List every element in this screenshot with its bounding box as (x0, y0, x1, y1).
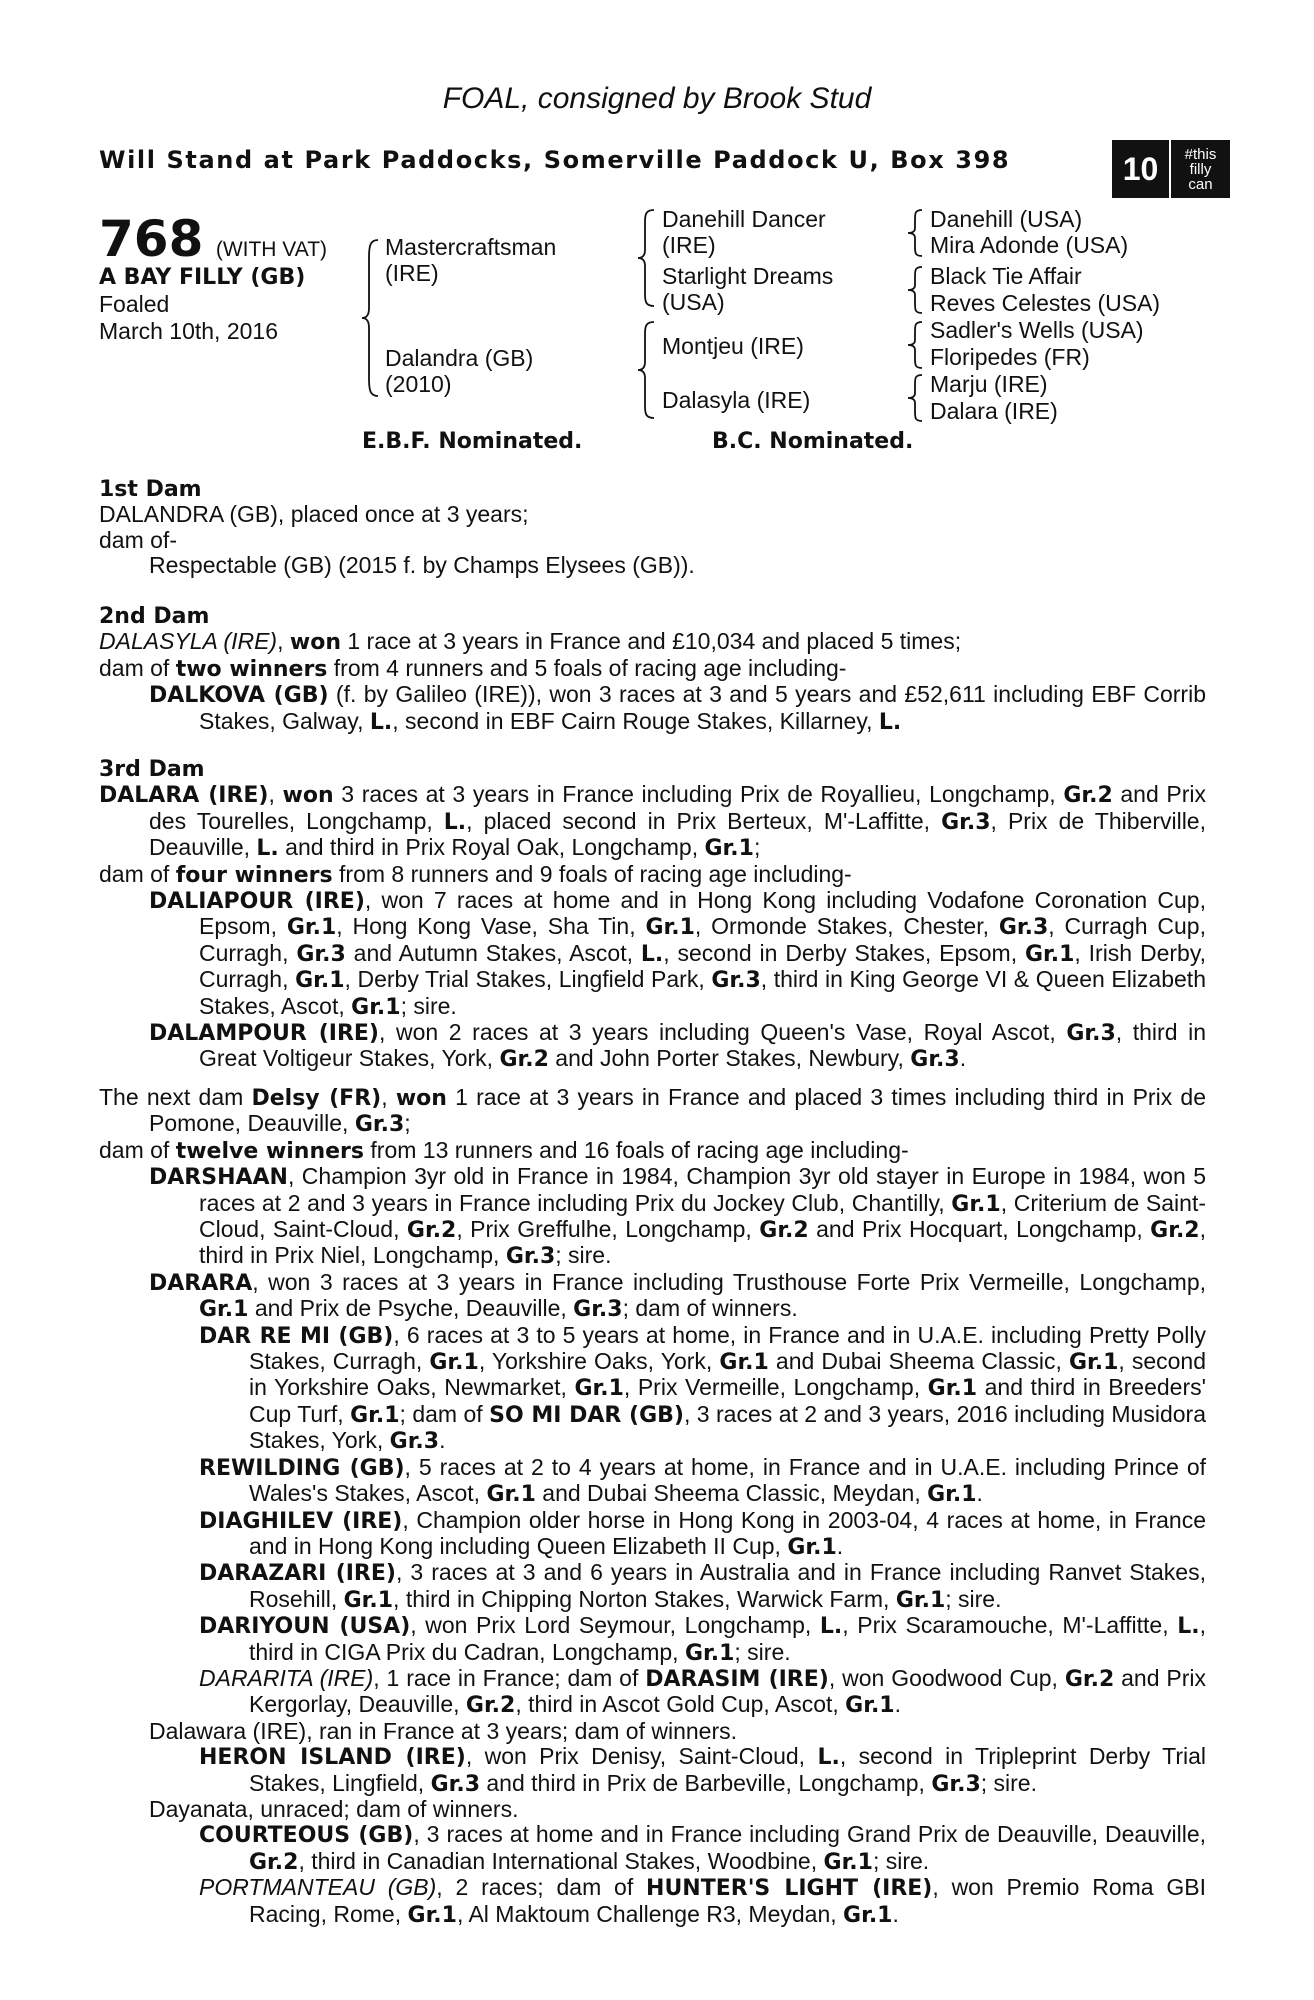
text: , won 3 races at 3 years in France including Trusthouse Forte Prix Vermeille, Longchamp, (252, 1268, 1206, 1295)
text: from 13 runners and 16 foals of racing age including- (364, 1136, 909, 1163)
text: and third in Breeders' Cup Turf, (249, 1374, 1207, 1427)
grade: Gr.2 (1063, 783, 1113, 809)
foaled-date: March 10th, 2016 (99, 318, 279, 344)
winners-count: twelve winners (175, 1138, 364, 1164)
horse-name: DARIYOUN (USA) (199, 1614, 411, 1640)
text: , second in Tripleprint Derby Trial Stakes, Lingfield, (249, 1743, 1207, 1796)
text: , second in Yorkshire Oaks, Newmarket, (249, 1348, 1207, 1401)
dam-year: (2010) (385, 371, 452, 397)
ancestor: Marju (IRE) (930, 371, 1048, 397)
text: 1 race at 3 years in France and placed 3 times including third in Prix de Pomone, Deauville, (149, 1084, 1206, 1137)
grade: Gr.1 (574, 1376, 624, 1402)
grade: Gr.1 (823, 1849, 873, 1875)
sire-sire (662, 207, 826, 258)
vat-note: (WITH VAT) (215, 238, 328, 261)
grade: L. (878, 709, 902, 735)
lot-number: 768 (99, 210, 204, 268)
grade: Gr.3 (389, 1429, 440, 1455)
grade: Gr.3 (998, 915, 1049, 941)
text: ; (753, 834, 761, 861)
text: , Yorkshire Oaks, York, (478, 1348, 720, 1375)
horse-name: REWILDING (GB) (199, 1455, 405, 1481)
grade: L. (817, 1745, 840, 1771)
grade: Gr.1 (951, 1191, 1001, 1217)
foaled-label: Foaled (99, 291, 170, 317)
grade: Gr.1 (199, 1297, 249, 1323)
pedigree-brace (906, 265, 926, 315)
grade: L. (1177, 1614, 1200, 1640)
produce-entry: Respectable (GB) (2015 f. by Champs Elysees (GB)). (149, 552, 695, 579)
sire-dam-origin: (USA) (662, 289, 725, 315)
produce-entry (99, 682, 1206, 735)
text: , 1 race in France; dam of (373, 1664, 646, 1691)
dam-name: Dalandra (GB) (385, 345, 534, 371)
grade: L. (443, 809, 467, 835)
grade: Gr.2 (759, 1218, 809, 1244)
horse-name: DARARA (149, 1270, 253, 1296)
pedigree-brace (636, 208, 658, 308)
text: , Irish Derby, Curragh, (199, 939, 1207, 993)
text: and Prix Hocquart, Longchamp, (808, 1216, 1151, 1243)
grade: Gr.1 (845, 1693, 895, 1719)
text: , won Prix Lord Seymour, Longchamp, (410, 1612, 820, 1639)
text: , placed second in Prix Berteux, M'-Laffitte, (466, 807, 942, 834)
winners-count: two winners (175, 656, 328, 682)
grade: Gr.1 (286, 915, 337, 941)
grade: Gr.1 (719, 1350, 769, 1376)
grade: Gr.1 (927, 1376, 978, 1402)
text: and Prix de Psyche, Deauville, (248, 1295, 574, 1322)
horse-name: DARAZARI (IRE) (199, 1561, 396, 1587)
sire-origin: (IRE) (385, 260, 439, 286)
text: , third in Great Voltigeur Stakes, York, (199, 1019, 1206, 1072)
text: and Prix des Tourelles, Longchamp, (149, 781, 1207, 834)
text: ; sire. (555, 1242, 612, 1269)
text: (f. by Galileo (IRE)), won 3 races at 3 and 5 years and £52,611 including EBF Corrib Stakes, Galway, (199, 681, 1206, 734)
text: , third in Canadian International Stakes, Woodbine, (298, 1847, 824, 1874)
text: . (894, 1691, 901, 1718)
produce-entry (99, 1164, 1206, 1270)
grade: Gr.1 (295, 968, 345, 994)
text: , Champion 3yr old in France in 1984, Champion 3yr old stayer in Europe in 1984, won 5 races at 2 and 3 years in France including Prix du Jockey Club, Chantilly, (199, 1163, 1206, 1216)
grade: L. (256, 836, 279, 862)
text: and John Porter Stakes, Newbury, (548, 1045, 911, 1072)
badge-line: #this (1184, 145, 1217, 163)
produce-entry (99, 1666, 1206, 1719)
horse-name: SO MI DAR (GB) (489, 1402, 684, 1428)
second-dam-section (99, 604, 1206, 735)
text: ; sire. (945, 1585, 1002, 1612)
produce-entry (99, 1613, 1206, 1666)
dam-line: DALANDRA (GB), placed once at 3 years; (99, 501, 529, 528)
ancestor: Black Tie Affair (930, 263, 1082, 289)
grade: Gr.1 (787, 1534, 837, 1560)
text: and third in Prix Royal Oak, Longchamp, (278, 834, 705, 861)
grade: Gr.1 (351, 994, 401, 1020)
dam-dam: Dalasyla (IRE) (662, 387, 811, 413)
text: ; sire. (400, 992, 457, 1019)
horse-name: HUNTER'S LIGHT (IRE) (646, 1876, 933, 1902)
text: ; (404, 1110, 411, 1137)
dam-line: DALASYLA (IRE), won 1 race at 3 years in France and £10,034 and placed 5 times; (99, 628, 962, 656)
text: , Prix Greffulhe, Longchamp, (456, 1216, 760, 1243)
section-title: 3rd Dam (99, 757, 205, 782)
ebf-nominated: E.B.F. Nominated. (362, 429, 583, 454)
produce-entry (99, 1020, 1206, 1073)
text: ; sire. (872, 1847, 930, 1874)
text: , Champion older horse in Hong Kong in 2003-04, 4 races at home, in France and in Hong Kong including Queen Elizabeth II Cup, (249, 1506, 1207, 1559)
horse-name: DALKOVA (GB) (149, 683, 329, 709)
grade: Gr.2 (1150, 1218, 1200, 1244)
text: , third in Ascot Gold Cup, Ascot, (515, 1691, 846, 1718)
grade: Gr.1 (645, 915, 695, 941)
pedigree-brace (906, 320, 926, 370)
dam-name: DALASYLA (IRE) (99, 628, 278, 655)
text: ; dam of (399, 1400, 490, 1427)
grade: Gr.1 (843, 1902, 893, 1928)
text: , Prix de Thiberville, Deauville, (149, 807, 1206, 861)
text: , Ormonde Stakes, Chester, (694, 913, 999, 940)
section-title: 1st Dam (99, 477, 202, 502)
text: and Dubai Sheema Classic, Meydan, (535, 1480, 928, 1507)
badge-text (1171, 140, 1230, 198)
grade: Gr.1 (429, 1350, 479, 1376)
produce-entry (99, 1875, 1206, 1928)
dam-line: The next dam Delsy (FR), won 1 race at 3 years in France and placed 3 times including third in Prix de Pomone, Deauville, Gr.3; (99, 1084, 1206, 1138)
text: , Al Maktoum Challenge R3, Meydan, (456, 1900, 844, 1927)
sire-dam (662, 264, 833, 315)
sire-name: Mastercraftsman (385, 234, 557, 260)
pedigree-brace (906, 373, 926, 423)
dam-line: DALARA (IRE), won 3 races at 3 years in France including Prix de Royallieu, Longchamp, Gr.2 and Prix des Tourelles, Longchamp, L., placed second in Prix Berteux, M'-Laffitte, Gr.3, Prix de Thiberville, Deauville, L. and third in Prix Royal Oak, Longchamp, Gr.1; (99, 781, 1207, 862)
text: and Prix Kergorlay, Deauville, (249, 1664, 1207, 1718)
dam-of-line (99, 1138, 1206, 1164)
text: , 5 races at 2 to 4 years at home, in France and in U.A.E. including Prince of Wales's Stakes, Ascot, (249, 1453, 1207, 1507)
horse-name: DALIAPOUR (IRE) (149, 889, 365, 915)
ancestor: Mira Adonde (USA) (930, 232, 1129, 258)
grade: L. (640, 941, 664, 967)
dam (385, 346, 533, 397)
grade: Gr.2 (465, 1693, 516, 1719)
text: . (892, 1900, 899, 1927)
dam-name: DALARA (IRE) (99, 783, 269, 809)
produce-entry (99, 1455, 1206, 1508)
produce-entry (99, 1822, 1206, 1875)
text: , Prix Scaramouche, M'-Laffitte, (842, 1612, 1178, 1639)
grade: Gr.3 (296, 941, 346, 967)
horse-name: DARASIM (IRE) (645, 1666, 829, 1692)
grade: Gr.1 (350, 1402, 400, 1428)
text: . (439, 1427, 446, 1454)
grade: Gr.2 (1064, 1666, 1115, 1692)
text: , second in Derby Stakes, Epsom, (663, 939, 1025, 966)
text: , third in CIGA Prix du Cadran, Longchamp, (249, 1612, 1206, 1665)
grade: Gr.3 (931, 1771, 981, 1797)
dam-name: Delsy (FR) (251, 1086, 382, 1111)
horse-name: DARSHAAN (149, 1165, 288, 1191)
horse-name: COURTEOUS (GB) (199, 1823, 414, 1849)
produce-entry (99, 1744, 1206, 1797)
sire (385, 235, 556, 286)
text: ; sire. (980, 1769, 1037, 1796)
horse-name: DARARITA (IRE) (199, 1664, 374, 1691)
text: , 2 races; dam of (436, 1874, 647, 1901)
text: . (959, 1045, 967, 1072)
won-label: won (395, 1086, 447, 1111)
text: , won Premio Roma GBI Racing, Rome, (249, 1874, 1206, 1927)
grade: Gr.3 (941, 809, 991, 835)
catalogue-heading: FOAL, consigned by Brook Stud (442, 82, 872, 115)
grade: Gr.3 (711, 968, 761, 994)
ancestor: Dalara (IRE) (930, 398, 1058, 424)
text: dam of (99, 1136, 176, 1163)
text: . (976, 1480, 983, 1507)
lot-name: A BAY FILLY (GB) (99, 265, 306, 290)
text: , Derby Trial Stakes, Lingfield Park, (344, 966, 712, 993)
pedigree-brace (636, 320, 658, 420)
badge-line: filly (1189, 160, 1212, 178)
grade: Gr.3 (430, 1771, 480, 1797)
text: , 3 races at 2 and 3 years, 2016 including Musidora Stakes, York, (249, 1400, 1206, 1454)
text: , won 7 races at home and in Hong Kong including Vodafone Coronation Cup, Epsom, (199, 887, 1206, 940)
grade: Gr.2 (249, 1849, 299, 1875)
text: , won Prix Denisy, Saint-Cloud, (465, 1743, 818, 1770)
grade: Gr.3 (910, 1047, 960, 1073)
produce-entry: Dalawara (IRE), ran in France at 3 years; dam of winners. (149, 1717, 738, 1744)
text: ; dam of winners. (622, 1295, 798, 1322)
text: . (836, 1532, 844, 1559)
grade: Gr.1 (1024, 941, 1075, 967)
grade: Gr.3 (354, 1112, 405, 1138)
grade: Gr.2 (406, 1218, 457, 1244)
ancestor: Reves Celestes (USA) (930, 290, 1161, 316)
grade: Gr.1 (407, 1902, 457, 1928)
produce-entry (99, 1560, 1206, 1613)
dam-record: 1 race at 3 years in France and £10,034 and placed 5 times; (340, 628, 962, 655)
this-filly-can-badge (1112, 140, 1230, 198)
text: ; sire. (734, 1638, 791, 1665)
pedigree-brace (906, 208, 926, 258)
bc-nominated: B.C. Nominated. (712, 429, 914, 454)
badge-number: 10 (1112, 140, 1169, 198)
badge-line: can (1188, 175, 1213, 193)
text: , 6 races at 3 to 5 years at home, in France and in U.A.E. including Pretty Polly Stakes, Curragh, (249, 1321, 1206, 1375)
text: , Criterium de Saint-Cloud, Saint-Cloud, (199, 1189, 1206, 1243)
text: , Prix Vermeille, Longchamp, (623, 1374, 928, 1401)
won-label: won (289, 630, 341, 656)
dam-of-line: dam of- (99, 526, 177, 553)
text: and Autumn Stakes, Ascot, (345, 939, 641, 966)
produce-entry: Dayanata, unraced; dam of winners. (149, 1795, 519, 1822)
dam-of-line (99, 862, 1206, 888)
grade: Gr.1 (486, 1482, 536, 1508)
text: , won 2 races at 3 years including Queen's Vase, Royal Ascot, (379, 1019, 1067, 1046)
text: , third in Chipping Norton Stakes, Warwick Farm, (393, 1585, 896, 1612)
won-label: won (282, 783, 334, 809)
text: , won Goodwood Cup, (828, 1664, 1065, 1691)
horse-name: DIAGHILEV (IRE) (199, 1508, 403, 1534)
stand-location: Will Stand at Park Paddocks, Somerville Paddock U, Box 398 (99, 146, 1011, 174)
text: and third in Prix de Barbeville, Longchamp, (480, 1769, 932, 1796)
dam-sire: Montjeu (IRE) (662, 333, 804, 359)
text: , 3 races at 3 and 6 years in Australia and in France including Ranvet Stakes, Rosehill, (249, 1559, 1206, 1612)
ancestor: Floripedes (FR) (930, 344, 1090, 370)
third-dam-section (99, 757, 1206, 1073)
produce-entry (99, 1270, 1206, 1323)
grade: L. (819, 1614, 843, 1640)
text: , 3 races at home and in France including Grand Prix de Deauville, Deauville, (413, 1821, 1206, 1848)
text: from 8 runners and 9 foals of racing age including- (332, 860, 852, 887)
grade: Gr.1 (895, 1587, 946, 1613)
grade: Gr.1 (343, 1587, 394, 1613)
text: and Dubai Sheema Classic, (768, 1348, 1069, 1375)
grade: Gr.1 (704, 836, 754, 862)
grade: Gr.3 (1066, 1021, 1116, 1047)
horse-name: DALAMPOUR (IRE) (149, 1021, 379, 1047)
text: , third in Prix Niel, Longchamp, (199, 1216, 1206, 1269)
text: , second in EBF Cairn Rouge Stakes, Killarney, (392, 707, 879, 734)
next-dam-section (99, 1085, 1206, 1928)
grade: Gr.1 (684, 1640, 735, 1666)
first-dam-section (99, 477, 1206, 579)
lot-number-line (99, 210, 327, 268)
produce-entry (99, 1508, 1206, 1561)
text: from 4 runners and 5 foals of racing age including- (327, 654, 847, 681)
grade: Gr.2 (499, 1047, 549, 1073)
pedigree-brace (360, 238, 382, 398)
text: , Curragh Cup, Curragh, (199, 913, 1206, 966)
text: The next dam (99, 1084, 252, 1110)
section-title: 2nd Dam (99, 604, 210, 629)
dam-of-line (99, 656, 1206, 682)
text: , third in King George VI & Queen Elizabeth Stakes, Ascot, (199, 966, 1206, 1019)
grade: Gr.1 (927, 1482, 977, 1508)
horse-name: DAR RE MI (GB) (199, 1323, 394, 1349)
winners-count: four winners (175, 862, 333, 888)
text: dam of (99, 654, 176, 681)
horse-name: HERON ISLAND (IRE) (199, 1745, 466, 1771)
text: , Hong Kong Vase, Sha Tin, (336, 913, 646, 940)
sire-sire-origin: (IRE) (662, 232, 716, 258)
produce-entry (99, 888, 1206, 1020)
grade: Gr.1 (1068, 1350, 1119, 1376)
grade: L. (369, 709, 393, 735)
grade: Gr.3 (573, 1297, 623, 1323)
sire-sire-name: Danehill Dancer (662, 206, 826, 232)
produce-entry (99, 1323, 1206, 1455)
horse-name: PORTMANTEAU (GB) (199, 1874, 437, 1901)
ancestor: Danehill (USA) (930, 206, 1083, 232)
sire-dam-name: Starlight Dreams (662, 263, 834, 289)
ancestor: Sadler's Wells (USA) (930, 317, 1144, 343)
text: dam of (99, 860, 176, 887)
text: 3 races at 3 years in France including Prix de Royallieu, Longchamp, (333, 781, 1064, 808)
grade: Gr.3 (505, 1244, 556, 1270)
